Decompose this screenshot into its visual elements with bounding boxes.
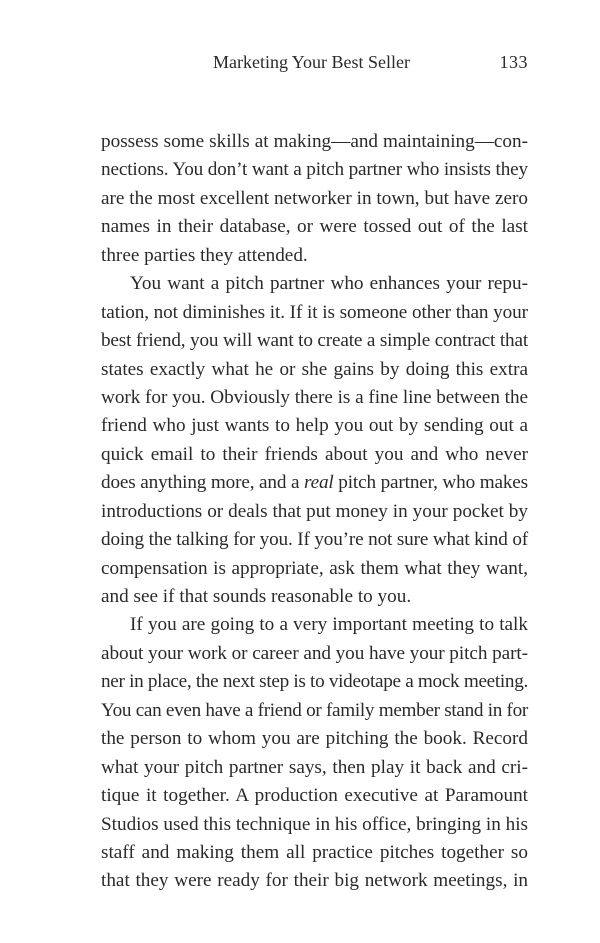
text-line (101, 213, 528, 241)
text-line (101, 299, 528, 327)
text-segment: three parties they attended. (101, 244, 308, 266)
text-segment: about your work or career and you have your pitch part- (101, 642, 528, 664)
text-line (101, 697, 528, 725)
text-line (101, 754, 528, 782)
text-segment: names in their database, or were tossed out of the last (101, 216, 528, 238)
text-line (101, 526, 528, 554)
text-line (101, 555, 528, 583)
text-line (101, 327, 528, 355)
text-segment: friend who just wants to help you out by sending out a (101, 415, 528, 437)
text-segment: compensation is appropriate, ask them what they want, (101, 557, 528, 579)
text-segment: ner in place, the next step is to videotape a mock meeting. (101, 671, 528, 693)
text-line (101, 128, 528, 156)
text-line (101, 668, 528, 696)
text-segment: best friend, you will want to create a simple contract that (101, 330, 528, 352)
text-line (101, 811, 528, 839)
text-line (101, 867, 528, 895)
text-segment: the person to whom you are pitching the book. Record (101, 728, 528, 750)
text-line (101, 356, 528, 384)
text-line (101, 640, 528, 668)
text-segment: tique it together. A production executive at Paramount (101, 785, 528, 807)
text-segment: tation, not diminishes it. If it is someone other than your (101, 301, 528, 323)
text-segment: You can even have a friend or family member stand in for (101, 699, 528, 721)
text-line (101, 185, 528, 213)
text-line (101, 725, 528, 753)
text-line (101, 242, 528, 270)
text-segment: doing the talking for you. If you’re not sure what kind of (101, 529, 528, 551)
text-line (101, 270, 528, 298)
text-line (101, 384, 528, 412)
text-segment: nections. You don’t want a pitch partner who insists they (101, 159, 528, 181)
text-line (101, 469, 528, 497)
text-segment: You want a pitch partner who enhances your repu- (130, 273, 528, 295)
text-segment: staff and making them all practice pitches together so (101, 841, 528, 863)
text-line (101, 441, 528, 469)
text-line (101, 611, 528, 639)
text-segment: are the most excellent networker in town, but have zero (101, 187, 528, 209)
text-line (101, 782, 528, 810)
text-segment: Studios used this technique in his office, bringing in his (101, 813, 528, 835)
text-line (101, 156, 528, 184)
body-text (101, 128, 528, 896)
italic-word: real (304, 472, 334, 494)
text-line (101, 583, 528, 611)
text-segment: work for you. Obviously there is a fine line between the (101, 386, 528, 408)
page-number: 133 (499, 52, 528, 72)
text-segment: possess some skills at making—and maintaining—con- (101, 131, 528, 152)
text-segment: what your pitch partner says, then play it back and cri- (101, 756, 528, 778)
text-segment: introductions or deals that put money in your pocket by (101, 500, 528, 522)
text-line (101, 412, 528, 440)
text-segment: pitch partner, who makes (333, 472, 528, 494)
text-segment: quick email to their friends about you and who never (101, 443, 528, 465)
text-segment: that they were ready for their big network meetings, in (101, 870, 528, 892)
running-title: Marketing Your Best Seller (213, 52, 410, 72)
running-header (101, 52, 528, 76)
text-segment: and see if that sounds reasonable to you. (101, 586, 412, 607)
text-line (101, 498, 528, 526)
text-line (101, 839, 528, 867)
text-segment: states exactly what he or she gains by doing this extra (101, 358, 528, 380)
text-segment: does anything more, and a (101, 472, 304, 494)
text-segment: If you are going to a very important meeting to talk (130, 614, 528, 636)
